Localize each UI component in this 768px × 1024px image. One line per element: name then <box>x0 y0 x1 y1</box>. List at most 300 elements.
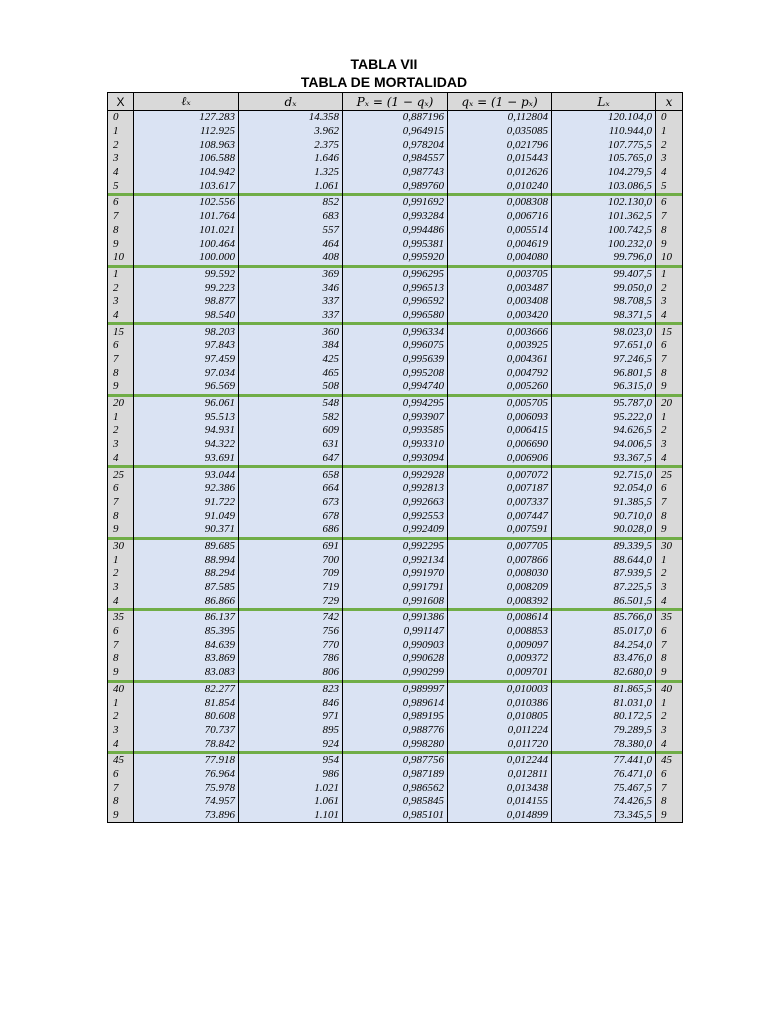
age-right: 30 <box>656 540 683 554</box>
age-left: 8 <box>108 509 134 523</box>
px-value: 0,996592 <box>343 295 448 309</box>
Lx-value: 93.367,5 <box>552 452 656 466</box>
age-right: 3 <box>656 581 683 595</box>
age-right: 4 <box>656 594 683 608</box>
age-left: 7 <box>108 353 134 367</box>
px-value: 0,995381 <box>343 237 448 251</box>
lx-value: 106.588 <box>134 152 239 166</box>
age-right: 8 <box>656 509 683 523</box>
qx-value: 0,007072 <box>448 468 552 482</box>
age-right: 2 <box>656 567 683 581</box>
age-left: 6 <box>108 768 134 782</box>
age-left: 2 <box>108 138 134 152</box>
age-left: 25 <box>108 468 134 482</box>
dx-value: 609 <box>239 424 343 438</box>
px-value: 0,993310 <box>343 438 448 452</box>
lx-value: 73.896 <box>134 809 239 823</box>
age-left: 7 <box>108 638 134 652</box>
Lx-value: 120.104,0 <box>552 111 656 125</box>
px-value: 0,992928 <box>343 468 448 482</box>
age-left: 6 <box>108 625 134 639</box>
Lx-value: 76.471,0 <box>552 768 656 782</box>
table-row <box>108 438 683 452</box>
Lx-value: 90.028,0 <box>552 523 656 537</box>
dx-value: 709 <box>239 567 343 581</box>
Lx-value: 75.467,5 <box>552 781 656 795</box>
age-right: 1 <box>656 410 683 424</box>
lx-value: 96.061 <box>134 397 239 411</box>
Lx-value: 99.050,0 <box>552 281 656 295</box>
dx-value: 14.358 <box>239 111 343 125</box>
qx-value: 0,003705 <box>448 268 552 282</box>
px-value: 0,990628 <box>343 652 448 666</box>
table-row <box>108 397 683 411</box>
lx-value: 97.843 <box>134 339 239 353</box>
age-left: 9 <box>108 666 134 680</box>
Lx-value: 90.710,0 <box>552 509 656 523</box>
qx-value: 0,006906 <box>448 452 552 466</box>
table-row <box>108 482 683 496</box>
qx-value: 0,008392 <box>448 594 552 608</box>
age-right: 0 <box>656 111 683 125</box>
Lx-value: 98.371,5 <box>552 309 656 323</box>
qx-value: 0,003925 <box>448 339 552 353</box>
header-dx: dₓ <box>239 93 343 111</box>
lx-value: 91.722 <box>134 496 239 510</box>
px-value: 0,978204 <box>343 138 448 152</box>
Lx-value: 98.023,0 <box>552 325 656 339</box>
age-right: 8 <box>656 224 683 238</box>
age-right: 9 <box>656 809 683 823</box>
qx-value: 0,005260 <box>448 380 552 394</box>
table-row <box>108 210 683 224</box>
dx-value: 337 <box>239 295 343 309</box>
age-right: 6 <box>656 196 683 210</box>
age-left: 1 <box>108 125 134 139</box>
lx-value: 104.942 <box>134 166 239 180</box>
lx-value: 90.371 <box>134 523 239 537</box>
Lx-value: 95.787,0 <box>552 397 656 411</box>
px-value: 0,987189 <box>343 768 448 782</box>
dx-value: 1.101 <box>239 809 343 823</box>
lx-value: 84.639 <box>134 638 239 652</box>
lx-value: 97.459 <box>134 353 239 367</box>
Lx-value: 88.644,0 <box>552 553 656 567</box>
age-right: 2 <box>656 424 683 438</box>
lx-value: 102.556 <box>134 196 239 210</box>
table-row <box>108 768 683 782</box>
Lx-value: 96.801,5 <box>552 366 656 380</box>
lx-value: 86.137 <box>134 611 239 625</box>
age-left: 2 <box>108 710 134 724</box>
qx-value: 0,008030 <box>448 567 552 581</box>
dx-value: 673 <box>239 496 343 510</box>
table-row <box>108 366 683 380</box>
age-left: 6 <box>108 482 134 496</box>
dx-value: 631 <box>239 438 343 452</box>
qx-value: 0,008209 <box>448 581 552 595</box>
lx-value: 74.957 <box>134 795 239 809</box>
lx-value: 70.737 <box>134 724 239 738</box>
dx-value: 742 <box>239 611 343 625</box>
px-value: 0,991970 <box>343 567 448 581</box>
Lx-value: 78.380,0 <box>552 737 656 751</box>
px-value: 0,996580 <box>343 309 448 323</box>
qx-value: 0,008853 <box>448 625 552 639</box>
qx-value: 0,014155 <box>448 795 552 809</box>
qx-value: 0,003487 <box>448 281 552 295</box>
px-value: 0,995208 <box>343 366 448 380</box>
Lx-value: 84.254,0 <box>552 638 656 652</box>
table-row <box>108 553 683 567</box>
Lx-value: 85.017,0 <box>552 625 656 639</box>
Lx-value: 74.426,5 <box>552 795 656 809</box>
table-row <box>108 724 683 738</box>
age-right: 6 <box>656 625 683 639</box>
age-left: 8 <box>108 652 134 666</box>
qx-value: 0,012244 <box>448 754 552 768</box>
lx-value: 108.963 <box>134 138 239 152</box>
dx-value: 986 <box>239 768 343 782</box>
px-value: 0,996075 <box>343 339 448 353</box>
dx-value: 346 <box>239 281 343 295</box>
age-left: 7 <box>108 210 134 224</box>
lx-value: 127.283 <box>134 111 239 125</box>
qx-value: 0,021796 <box>448 138 552 152</box>
Lx-value: 103.086,5 <box>552 179 656 193</box>
qx-value: 0,009097 <box>448 638 552 652</box>
px-value: 0,994486 <box>343 224 448 238</box>
age-left: 30 <box>108 540 134 554</box>
age-left: 0 <box>108 111 134 125</box>
qx-value: 0,004792 <box>448 366 552 380</box>
age-left: 4 <box>108 166 134 180</box>
dx-value: 360 <box>239 325 343 339</box>
age-right: 4 <box>656 309 683 323</box>
px-value: 0,991386 <box>343 611 448 625</box>
table-row <box>108 452 683 466</box>
age-right: 25 <box>656 468 683 482</box>
age-left: 4 <box>108 309 134 323</box>
table-row <box>108 781 683 795</box>
Lx-value: 105.765,0 <box>552 152 656 166</box>
age-right: 9 <box>656 666 683 680</box>
lx-value: 96.569 <box>134 380 239 394</box>
px-value: 0,992663 <box>343 496 448 510</box>
px-value: 0,989195 <box>343 710 448 724</box>
table-row <box>108 295 683 309</box>
px-value: 0,993907 <box>343 410 448 424</box>
age-left: 4 <box>108 452 134 466</box>
dx-value: 806 <box>239 666 343 680</box>
lx-value: 93.691 <box>134 452 239 466</box>
dx-value: 786 <box>239 652 343 666</box>
age-left: 2 <box>108 281 134 295</box>
Lx-value: 83.476,0 <box>552 652 656 666</box>
px-value: 0,987743 <box>343 166 448 180</box>
dx-value: 464 <box>239 237 343 251</box>
table-row <box>108 496 683 510</box>
age-right: 3 <box>656 295 683 309</box>
table-row <box>108 152 683 166</box>
Lx-value: 107.775,5 <box>552 138 656 152</box>
qx-value: 0,003666 <box>448 325 552 339</box>
age-right: 3 <box>656 152 683 166</box>
age-left: 9 <box>108 380 134 394</box>
age-left: 35 <box>108 611 134 625</box>
Lx-value: 92.715,0 <box>552 468 656 482</box>
age-right: 6 <box>656 339 683 353</box>
age-left: 3 <box>108 724 134 738</box>
px-value: 0,988776 <box>343 724 448 738</box>
qx-value: 0,004361 <box>448 353 552 367</box>
qx-value: 0,035085 <box>448 125 552 139</box>
Lx-value: 94.626,5 <box>552 424 656 438</box>
dx-value: 465 <box>239 366 343 380</box>
table-row <box>108 581 683 595</box>
qx-value: 0,010240 <box>448 179 552 193</box>
dx-value: 384 <box>239 339 343 353</box>
header-x-right: x <box>656 93 683 111</box>
header-lx: ℓₓ <box>134 93 239 111</box>
age-right: 1 <box>656 553 683 567</box>
lx-value: 91.049 <box>134 509 239 523</box>
qx-value: 0,010003 <box>448 683 552 697</box>
age-right: 20 <box>656 397 683 411</box>
lx-value: 100.000 <box>134 251 239 265</box>
dx-value: 408 <box>239 251 343 265</box>
age-right: 5 <box>656 179 683 193</box>
lx-value: 97.034 <box>134 366 239 380</box>
qx-value: 0,007705 <box>448 540 552 554</box>
px-value: 0,996513 <box>343 281 448 295</box>
dx-value: 508 <box>239 380 343 394</box>
Lx-value: 95.222,0 <box>552 410 656 424</box>
dx-value: 2.375 <box>239 138 343 152</box>
age-left: 3 <box>108 152 134 166</box>
lx-value: 80.608 <box>134 710 239 724</box>
qx-value: 0,009701 <box>448 666 552 680</box>
table-row <box>108 339 683 353</box>
dx-value: 719 <box>239 581 343 595</box>
dx-value: 852 <box>239 196 343 210</box>
age-right: 7 <box>656 638 683 652</box>
table-row <box>108 353 683 367</box>
qx-value: 0,003408 <box>448 295 552 309</box>
table-row <box>108 424 683 438</box>
age-right: 1 <box>656 268 683 282</box>
Lx-value: 89.339,5 <box>552 540 656 554</box>
px-value: 0,986562 <box>343 781 448 795</box>
table-row <box>108 567 683 581</box>
Lx-value: 92.054,0 <box>552 482 656 496</box>
age-right: 15 <box>656 325 683 339</box>
lx-value: 101.764 <box>134 210 239 224</box>
qx-value: 0,008614 <box>448 611 552 625</box>
table-subtitle: TABLA DE MORTALIDAD <box>300 74 468 90</box>
dx-value: 971 <box>239 710 343 724</box>
age-left: 6 <box>108 339 134 353</box>
qx-value: 0,112804 <box>448 111 552 125</box>
dx-value: 770 <box>239 638 343 652</box>
Lx-value: 102.130,0 <box>552 196 656 210</box>
age-right: 6 <box>656 768 683 782</box>
Lx-value: 104.279,5 <box>552 166 656 180</box>
age-right: 4 <box>656 737 683 751</box>
Lx-value: 99.796,0 <box>552 251 656 265</box>
table-row <box>108 224 683 238</box>
dx-value: 557 <box>239 224 343 238</box>
age-left: 9 <box>108 809 134 823</box>
lx-value: 87.585 <box>134 581 239 595</box>
age-right: 2 <box>656 138 683 152</box>
lx-value: 88.294 <box>134 567 239 581</box>
px-value: 0,989614 <box>343 696 448 710</box>
age-right: 7 <box>656 496 683 510</box>
dx-value: 729 <box>239 594 343 608</box>
age-right: 1 <box>656 696 683 710</box>
qx-value: 0,014899 <box>448 809 552 823</box>
qx-value: 0,007447 <box>448 509 552 523</box>
Lx-value: 98.708,5 <box>552 295 656 309</box>
table-row <box>108 625 683 639</box>
dx-value: 3.962 <box>239 125 343 139</box>
age-right: 7 <box>656 210 683 224</box>
table-row <box>108 325 683 339</box>
lx-value: 103.617 <box>134 179 239 193</box>
px-value: 0,984557 <box>343 152 448 166</box>
lx-value: 95.513 <box>134 410 239 424</box>
age-right: 7 <box>656 353 683 367</box>
px-value: 0,989760 <box>343 179 448 193</box>
age-right: 9 <box>656 523 683 537</box>
lx-value: 78.842 <box>134 737 239 751</box>
lx-value: 98.877 <box>134 295 239 309</box>
px-value: 0,992553 <box>343 509 448 523</box>
table-row <box>108 809 683 823</box>
age-left: 8 <box>108 795 134 809</box>
age-right: 6 <box>656 482 683 496</box>
qx-value: 0,007187 <box>448 482 552 496</box>
age-left: 6 <box>108 196 134 210</box>
px-value: 0,994740 <box>343 380 448 394</box>
px-value: 0,995639 <box>343 353 448 367</box>
lx-value: 89.685 <box>134 540 239 554</box>
header-x-left: X <box>108 93 134 111</box>
Lx-value: 97.651,0 <box>552 339 656 353</box>
age-left: 4 <box>108 737 134 751</box>
age-right: 7 <box>656 781 683 795</box>
age-right: 10 <box>656 251 683 265</box>
age-left: 5 <box>108 179 134 193</box>
lx-value: 93.044 <box>134 468 239 482</box>
age-left: 2 <box>108 567 134 581</box>
table-row <box>108 611 683 625</box>
dx-value: 548 <box>239 397 343 411</box>
age-left: 7 <box>108 496 134 510</box>
age-left: 1 <box>108 410 134 424</box>
age-right: 40 <box>656 683 683 697</box>
px-value: 0,991608 <box>343 594 448 608</box>
lx-value: 99.223 <box>134 281 239 295</box>
qx-value: 0,011720 <box>448 737 552 751</box>
lx-value: 81.854 <box>134 696 239 710</box>
table-row <box>108 540 683 554</box>
lx-value: 98.203 <box>134 325 239 339</box>
table-row <box>108 138 683 152</box>
qx-value: 0,011224 <box>448 724 552 738</box>
px-value: 0,995920 <box>343 251 448 265</box>
age-right: 9 <box>656 380 683 394</box>
qx-value: 0,010386 <box>448 696 552 710</box>
qx-value: 0,007337 <box>448 496 552 510</box>
px-value: 0,992813 <box>343 482 448 496</box>
qx-value: 0,015443 <box>448 152 552 166</box>
qx-value: 0,013438 <box>448 781 552 795</box>
qx-value: 0,007866 <box>448 553 552 567</box>
Lx-value: 82.680,0 <box>552 666 656 680</box>
age-left: 15 <box>108 325 134 339</box>
lx-value: 98.540 <box>134 309 239 323</box>
lx-value: 85.395 <box>134 625 239 639</box>
qx-value: 0,004080 <box>448 251 552 265</box>
Lx-value: 91.385,5 <box>552 496 656 510</box>
Lx-value: 81.031,0 <box>552 696 656 710</box>
px-value: 0,991147 <box>343 625 448 639</box>
table-row <box>108 196 683 210</box>
qx-value: 0,008308 <box>448 196 552 210</box>
Lx-value: 97.246,5 <box>552 353 656 367</box>
Lx-value: 101.362,5 <box>552 210 656 224</box>
dx-value: 846 <box>239 696 343 710</box>
Lx-value: 79.289,5 <box>552 724 656 738</box>
dx-value: 1.061 <box>239 179 343 193</box>
dx-value: 647 <box>239 452 343 466</box>
px-value: 0,985845 <box>343 795 448 809</box>
age-right: 35 <box>656 611 683 625</box>
table-row <box>108 594 683 608</box>
Lx-value: 99.407,5 <box>552 268 656 282</box>
age-left: 3 <box>108 295 134 309</box>
age-right: 45 <box>656 754 683 768</box>
age-right: 8 <box>656 652 683 666</box>
age-right: 9 <box>656 237 683 251</box>
table-row <box>108 737 683 751</box>
px-value: 0,993284 <box>343 210 448 224</box>
lx-value: 83.083 <box>134 666 239 680</box>
age-left: 1 <box>108 696 134 710</box>
age-left: 1 <box>108 553 134 567</box>
dx-value: 1.021 <box>239 781 343 795</box>
table-row <box>108 754 683 768</box>
dx-value: 924 <box>239 737 343 751</box>
dx-value: 1.325 <box>239 166 343 180</box>
header-px: Pₓ = (1 − qₓ) <box>343 93 448 111</box>
lx-value: 92.386 <box>134 482 239 496</box>
table-row <box>108 710 683 724</box>
px-value: 0,996334 <box>343 325 448 339</box>
age-left: 10 <box>108 251 134 265</box>
table-row <box>108 251 683 265</box>
px-value: 0,964915 <box>343 125 448 139</box>
table-row <box>108 523 683 537</box>
dx-value: 664 <box>239 482 343 496</box>
lx-value: 94.931 <box>134 424 239 438</box>
table-row <box>108 683 683 697</box>
table-row <box>108 380 683 394</box>
age-left: 3 <box>108 581 134 595</box>
qx-value: 0,005705 <box>448 397 552 411</box>
